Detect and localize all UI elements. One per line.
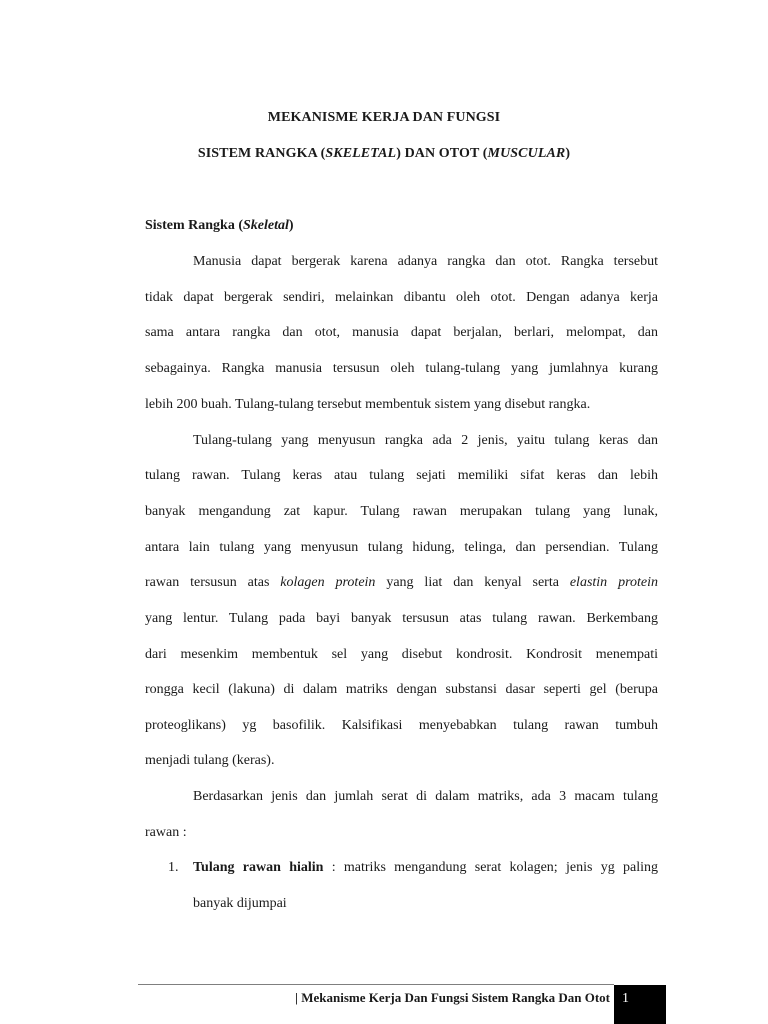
paragraph2-line: banyak mengandung zat kapur. Tulang rawan merupakan tulang yang lunak,	[145, 504, 658, 519]
paragraph1-line: tidak dapat bergerak sendiri, melainkan dibantu oleh otot. Dengan adanya kerja	[145, 290, 658, 305]
paragraph1-line: lebih 200 buah. Tulang-tulang tersebut membentuk sistem yang disebut rangka.	[145, 397, 591, 412]
document-title-line1: MEKANISME KERJA DAN FUNGSI	[267, 110, 501, 125]
paragraph2-line: tulang rawan. Tulang keras atau tulang sejati memiliki sifat keras dan lebih	[145, 468, 658, 483]
list-item-number: 1.	[168, 860, 179, 875]
document-title-line2: SISTEM RANGKA (SKELETAL) DAN OTOT (MUSCULAR)	[197, 146, 571, 161]
paragraph2-line: dari mesenkim membentuk sel yang disebut kondrosit. Kondrosit menempati	[145, 647, 658, 662]
page-number: 1	[622, 991, 629, 1006]
paragraph1-line: Manusia dapat bergerak karena adanya rangka dan otot. Rangka tersebut	[193, 254, 658, 269]
paragraph2-line: Tulang-tulang yang menyusun rangka ada 2 jenis, yaitu tulang keras dan	[193, 433, 658, 448]
paragraph2-line: rongga kecil (lakuna) di dalam matriks dengan substansi dasar seperti gel (berupa	[145, 682, 658, 697]
paragraph3-line: rawan :	[145, 825, 187, 840]
paragraph3-line: Berdasarkan jenis dan jumlah serat di dalam matriks, ada 3 macam tulang	[193, 789, 658, 804]
paragraph2-line: yang lentur. Tulang pada bayi banyak tersusun atas tulang rawan. Berkembang	[145, 611, 658, 626]
page-number-box	[614, 985, 666, 1024]
paragraph2-line: antara lain tulang yang menyusun tulang hidung, telinga, dan persendian. Tulang	[145, 540, 658, 555]
paragraph1-line: sebagainya. Rangka manusia tersusun oleh tulang-tulang yang jumlahnya kurang	[145, 361, 658, 376]
footer-title: | Mekanisme Kerja Dan Fungsi Sistem Rangka Dan Otot	[295, 990, 610, 1005]
paragraph2-line: rawan tersusun atas kolagen protein yang liat dan kenyal serta elastin protein	[145, 575, 658, 590]
section-heading: Sistem Rangka (Skeletal)	[145, 218, 294, 233]
footer-divider	[138, 984, 614, 985]
list-item-continuation: banyak dijumpai	[193, 896, 287, 911]
paragraph1-line: sama antara rangka dan otot, manusia dapat berjalan, berlari, melompat, dan	[145, 325, 658, 340]
list-item: Tulang rawan hialin : matriks mengandung serat kolagen; jenis yg paling	[193, 860, 658, 875]
paragraph2-line: proteoglikans) yg basofilik. Kalsifikasi menyebabkan tulang rawan tumbuh	[145, 718, 658, 733]
paragraph2-line: menjadi tulang (keras).	[145, 753, 275, 768]
